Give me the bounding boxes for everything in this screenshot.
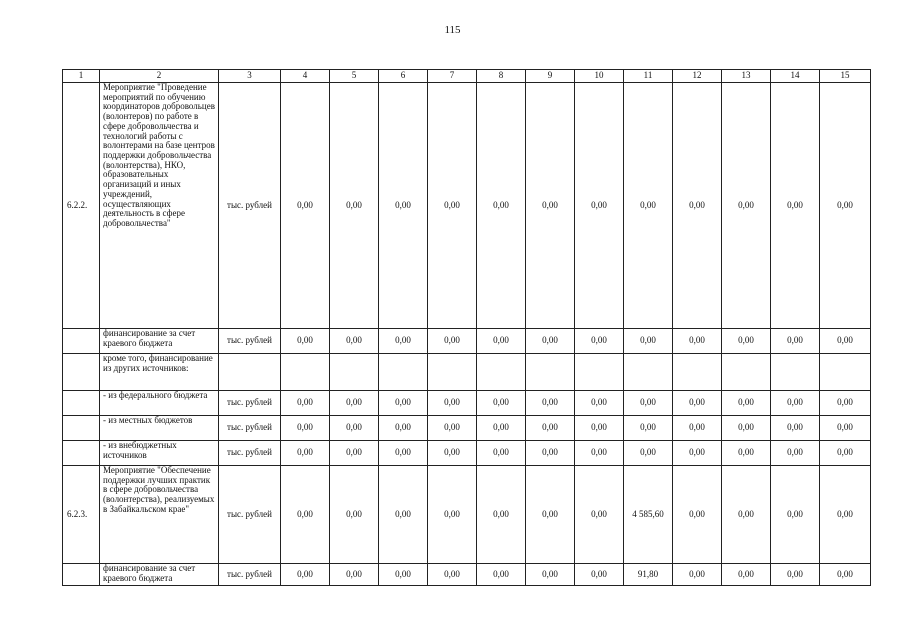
value-cell: 0,00: [771, 416, 820, 441]
value-cell: 0,00: [379, 441, 428, 466]
value-cell: 0,00: [575, 441, 624, 466]
value-cell: 0,00: [281, 329, 330, 354]
value-cell: 0,00: [771, 391, 820, 416]
table-row: [63, 391, 871, 416]
value-cell: 0,00: [575, 564, 624, 586]
column-header: 3: [219, 70, 281, 83]
column-header: 11: [624, 70, 673, 83]
row-unit: [219, 354, 281, 391]
column-header: 13: [722, 70, 771, 83]
value-cell: 0,00: [526, 329, 575, 354]
value-cell: 0,00: [624, 391, 673, 416]
value-cell: 0,00: [771, 466, 820, 564]
table-row: [63, 83, 871, 329]
value-cell: 0,00: [477, 391, 526, 416]
value-cell: 0,00: [624, 329, 673, 354]
value-cell: 0,00: [820, 466, 871, 564]
value-cell: 0,00: [722, 564, 771, 586]
value-cell: 0,00: [428, 391, 477, 416]
value-cell: 0,00: [477, 466, 526, 564]
value-cell: 0,00: [624, 416, 673, 441]
value-cell: 0,00: [379, 391, 428, 416]
table-row: [63, 416, 871, 441]
value-cell: 0,00: [330, 416, 379, 441]
value-cell: 0,00: [477, 416, 526, 441]
table-body: [63, 70, 871, 586]
value-cell: [771, 354, 820, 391]
column-header: 1: [63, 70, 100, 83]
row-description: финансирование за счет краевого бюджета: [100, 564, 219, 586]
value-cell: 0,00: [820, 564, 871, 586]
value-cell: 0,00: [820, 83, 871, 329]
row-description: финансирование за счет краевого бюджета: [100, 329, 219, 354]
value-cell: 0,00: [820, 441, 871, 466]
column-header: 15: [820, 70, 871, 83]
value-cell: [722, 354, 771, 391]
value-cell: 0,00: [330, 441, 379, 466]
row-description: кроме того, финансирование из других источников:: [100, 354, 219, 391]
header-row: [63, 70, 871, 83]
value-cell: 0,00: [526, 391, 575, 416]
value-cell: 0,00: [428, 466, 477, 564]
value-cell: 0,00: [379, 83, 428, 329]
value-cell: 0,00: [330, 564, 379, 586]
value-cell: 0,00: [575, 391, 624, 416]
row-unit: тыс. рублей: [219, 329, 281, 354]
value-cell: [428, 354, 477, 391]
value-cell: 0,00: [722, 466, 771, 564]
value-cell: 0,00: [624, 83, 673, 329]
value-cell: 0,00: [379, 416, 428, 441]
table-row: [63, 441, 871, 466]
value-cell: 0,00: [379, 564, 428, 586]
value-cell: 0,00: [281, 441, 330, 466]
value-cell: 0,00: [526, 466, 575, 564]
column-header: 12: [673, 70, 722, 83]
row-code: [63, 416, 100, 441]
value-cell: [820, 354, 871, 391]
column-header: 8: [477, 70, 526, 83]
row-code: 6.2.2.: [63, 83, 100, 329]
value-cell: 0,00: [722, 441, 771, 466]
table-row: [63, 354, 871, 391]
row-description: Мероприятие "Обеспечение поддержки лучших практик в сфере добровольчества (волонтерства), реализуемых в Забайкальском крае": [100, 466, 219, 564]
value-cell: 0,00: [428, 564, 477, 586]
row-unit: тыс. рублей: [219, 391, 281, 416]
value-cell: 0,00: [722, 391, 771, 416]
row-code: [63, 354, 100, 391]
row-description: - из местных бюджетов: [100, 416, 219, 441]
value-cell: 0,00: [330, 329, 379, 354]
value-cell: 0,00: [281, 466, 330, 564]
value-cell: 0,00: [575, 83, 624, 329]
value-cell: 0,00: [673, 441, 722, 466]
value-cell: 0,00: [526, 416, 575, 441]
value-cell: 0,00: [673, 83, 722, 329]
table-row: [63, 329, 871, 354]
table-row: [63, 466, 871, 564]
value-cell: 0,00: [428, 441, 477, 466]
value-cell: [379, 354, 428, 391]
value-cell: 0,00: [428, 416, 477, 441]
value-cell: 0,00: [477, 329, 526, 354]
value-cell: 0,00: [673, 564, 722, 586]
value-cell: 0,00: [526, 441, 575, 466]
value-cell: 0,00: [428, 329, 477, 354]
value-cell: 0,00: [281, 564, 330, 586]
value-cell: 91,80: [624, 564, 673, 586]
value-cell: [330, 354, 379, 391]
value-cell: 0,00: [722, 329, 771, 354]
value-cell: 0,00: [771, 441, 820, 466]
value-cell: 0,00: [477, 564, 526, 586]
column-header: 10: [575, 70, 624, 83]
row-code: [63, 391, 100, 416]
value-cell: 0,00: [771, 83, 820, 329]
column-header: 2: [100, 70, 219, 83]
value-cell: 0,00: [673, 466, 722, 564]
value-cell: 0,00: [722, 416, 771, 441]
column-header: 4: [281, 70, 330, 83]
value-cell: 0,00: [428, 83, 477, 329]
value-cell: [526, 354, 575, 391]
value-cell: 0,00: [673, 416, 722, 441]
row-unit: тыс. рублей: [219, 83, 281, 329]
value-cell: 4 585,60: [624, 466, 673, 564]
value-cell: 0,00: [820, 416, 871, 441]
value-cell: 0,00: [330, 83, 379, 329]
value-cell: 0,00: [575, 416, 624, 441]
row-description: - из федерального бюджета: [100, 391, 219, 416]
value-cell: 0,00: [820, 391, 871, 416]
row-unit: тыс. рублей: [219, 416, 281, 441]
column-header: 14: [771, 70, 820, 83]
row-unit: тыс. рублей: [219, 564, 281, 586]
value-cell: 0,00: [330, 466, 379, 564]
value-cell: [575, 354, 624, 391]
value-cell: 0,00: [771, 564, 820, 586]
value-cell: 0,00: [379, 329, 428, 354]
budget-table: [62, 69, 871, 586]
row-code: [63, 329, 100, 354]
row-unit: тыс. рублей: [219, 441, 281, 466]
row-description: Мероприятие "Проведение мероприятий по обучению координаторов добровольцев (волонтеров) по работе в сфере добровольчества и технологий работы с волонтерами на базе центров поддержки добровольчества (волонтерства), НКО, образовательных организаций и иных учреждений, осуществляющих деятельность в сфере добровольчества": [100, 83, 219, 329]
column-header: 9: [526, 70, 575, 83]
row-code: [63, 441, 100, 466]
value-cell: 0,00: [575, 329, 624, 354]
value-cell: 0,00: [771, 329, 820, 354]
value-cell: 0,00: [820, 329, 871, 354]
page-number: 115: [444, 24, 461, 36]
value-cell: 0,00: [477, 83, 526, 329]
value-cell: 0,00: [281, 83, 330, 329]
row-code: [63, 564, 100, 586]
row-unit: тыс. рублей: [219, 466, 281, 564]
value-cell: 0,00: [575, 466, 624, 564]
column-header: 5: [330, 70, 379, 83]
value-cell: 0,00: [379, 466, 428, 564]
value-cell: 0,00: [526, 564, 575, 586]
value-cell: [624, 354, 673, 391]
column-header: 7: [428, 70, 477, 83]
row-code: 6.2.3.: [63, 466, 100, 564]
column-header: 6: [379, 70, 428, 83]
table-row: [63, 564, 871, 586]
value-cell: [281, 354, 330, 391]
value-cell: 0,00: [526, 83, 575, 329]
value-cell: 0,00: [722, 83, 771, 329]
value-cell: 0,00: [624, 441, 673, 466]
value-cell: 0,00: [330, 391, 379, 416]
value-cell: 0,00: [477, 441, 526, 466]
value-cell: [673, 354, 722, 391]
row-description: - из внебюджетных источников: [100, 441, 219, 466]
value-cell: 0,00: [281, 416, 330, 441]
value-cell: [477, 354, 526, 391]
value-cell: 0,00: [673, 391, 722, 416]
value-cell: 0,00: [281, 391, 330, 416]
value-cell: 0,00: [673, 329, 722, 354]
